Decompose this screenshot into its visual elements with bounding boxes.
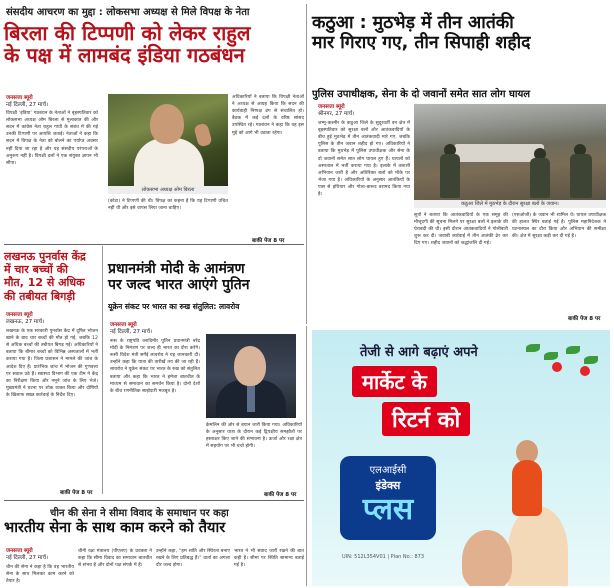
left-middle-column: लखनऊ के एक सरकारी पुनर्वास केंद्र में दूषित भोजन खाने के बाद चार बच्चों की मौत हो गई, जबकि 12 से अधिक बच्चों की तबीयत बिगड़ गई। अधिकारियों ने बताया कि बीमार बच्चों को विभिन्न अस्पतालों में भर्ती कराया गया है। जिला प्रशासन ने मामले की जांच के आदेश दिए हैं। प्रारंभिक जांच में भोजन की गुणवत्ता पर सवाल उठे हैं। स्वास्थ्य विभाग की एक टीम ने केंद्र का निरीक्षण किया और नमूने जांच के लिए भेजे। मुख्यमंत्री ने घटना पर शोक व्यक्त किया और दोषियों के खिलाफ सख्त कार्रवाई के निर्देश दिए।: [6, 329, 98, 398]
birla-photo-caption: लोकसभा अध्यक्ष ओम बिरला: [108, 186, 228, 194]
birla-photo: [108, 94, 228, 186]
right-top-column-3: (एसओजी) के जवान भी शामिल थे। घायल उपाधीक्षक की हालत स्थिर बताई गई है। पुलिस महानिदेशक ने घटनास्थल का दौरा किया और अभियान की समीक्षा की। क्षेत्र में सुरक्षा कड़ी कर दी गई है।: [512, 213, 606, 240]
left-middle-byline: बाकी पेज 8 पर: [60, 490, 93, 496]
bottom-left-column-4: भारत ने भी संवाद जारी रखने की बात कही है। सीमा पर स्थिति सामान्य बताई गई है।: [234, 549, 304, 569]
center-middle-column-1: रूस के राष्ट्रपति व्लादिमीर पुतिन प्रधानमंत्री नरेंद्र मोदी के निमंत्रण पर जल्द ही भारत का दौरा करेंगे। रूसी विदेश मंत्री सर्गेई लावरोव ने यह जानकारी दी। उन्होंने कहा कि यात्रा की तारीखें तय की जा रही हैं। लावरोव ने यूक्रेन संकट पर भारत के रुख को संतुलित बताया और कहा कि भारत ने हमेशा बातचीत के माध्यम से समाधान का समर्थन किया है। दोनों देशों के बीच रणनीतिक साझेदारी मजबूत है।: [110, 339, 200, 394]
left-top-byline: बाकी पेज 8 पर: [252, 238, 285, 244]
center-middle-subhead: यूक्रेन संकट पर भारत का रुख संतुलित: लावरोव: [108, 302, 240, 311]
left-middle-headline-line-4: की तबीयत बिगड़ी: [4, 289, 76, 303]
apple-branch-graphic: [522, 340, 602, 380]
right-top-column-1: जम्मू-कश्मीर के कठुआ जिले के सुदूरवर्ती वन क्षेत्र में बृहस्पतिवार को सुरक्षा बलों और आतंकवादियों के बीच हुई मुठभेड़ में तीन आतंकवादी मारे गए, जबकि पुलिस के तीन जवान शहीद हो गए। अधिकारियों ने बताया कि मुठभेड़ में पुलिस उपाधीक्षक और सेना के दो जवानों समेत सात लोग घायल हुए हैं। घायलों को अस्पताल में भर्ती कराया गया है। इलाके में तलाशी अभियान जारी है और अतिरिक्त बलों को मौके पर भेजा गया है। अधिकारियों के अनुसार आतंकियों के पास से हथियार और गोला-बारूद बरामद किया गया है।: [318, 121, 410, 198]
ad-woman-figure: [462, 530, 512, 586]
ad-child-figure: [512, 460, 542, 516]
center-middle-headline: [108, 262, 308, 293]
bottom-left-place: नई दिल्ली, 27 मार्च।: [6, 555, 49, 562]
lic-advertisement[interactable]: [312, 330, 610, 586]
center-middle-headline-line-2: पर जल्द भारत आएंगे पुतिन: [108, 276, 250, 293]
left-top-headline: [4, 22, 304, 67]
column-divider-middle: [102, 246, 103, 494]
left-divider-2: [4, 500, 304, 501]
right-top-agency: जनसत्ता ब्यूरो: [318, 104, 345, 110]
bottom-left-column-2: चीनी रक्षा मंत्रालय (पीएलए) के प्रवक्ता ने कहा कि सीमा विवाद का समाधान बातचीत से संभव है और दोनों पक्ष संपर्क में हैं।: [78, 549, 152, 569]
center-middle-dateline: [110, 322, 200, 337]
bottom-left-column-1: चीन की सेना ने कहा है कि वह भारतीय सेना के साथ मिलकर काम करने को तैयार है।: [6, 565, 74, 585]
left-middle-dateline: [6, 312, 98, 327]
left-top-kicker: संसदीय आचरण का मुद्दा : लोकसभा अध्यक्ष से मिले विपक्ष के नेता: [6, 7, 250, 18]
ad-man-figure: [508, 506, 568, 586]
left-top-headline-line-2: के पक्ष में लामबंद इंडिया गठबंधन: [4, 43, 245, 68]
left-middle-headline-line-3: मौत, 12 से अधिक: [4, 276, 85, 290]
putin-photo: [206, 334, 296, 418]
left-top-headline-line-1: बिरला की टिप्पणी को लेकर राहुल: [4, 21, 251, 45]
logo-line-3: प्लस: [362, 492, 414, 527]
kathua-photo: [414, 104, 606, 200]
ad-main-line-2: रिटर्न को: [382, 402, 470, 436]
left-middle-headline-line-1: लखनऊ पुनर्वास केंद्र: [4, 250, 86, 263]
bottom-left-agency: जनसत्ता ब्यूरो: [6, 548, 33, 554]
right-top-byline: बाकी पेज 8 पर: [568, 316, 601, 322]
left-top-column-3: (कोटा) ने टिप्पणी की थी। विपक्ष का कहना है कि यह टिप्पणी उचित नहीं थी और इसे वापस लिया जाना चाहिए।: [108, 199, 228, 212]
right-top-column-2: सूत्रों ने बताया कि आतंकवादियों के एक समूह की मौजूदगी की सूचना मिलने पर सुरक्षा बलों ने इलाके की घेराबंदी की थी। इसी दौरान आतंकवादियों ने गोलीबारी शुरू कर दी। जवाबी कार्रवाई में तीन आतंकी ढेर कर दिए गए। शहीद जवानों को श्रद्धांजलि दी गई।: [414, 213, 508, 247]
right-top-headline-line-1: कठुआ : मुठभेड़ में तीन आतंकी: [312, 13, 514, 33]
lic-index-plus-logo: [340, 456, 436, 540]
left-top-column-1: विपक्षी ‘इंडिया’ गठबंधन के नेताओं ने बृहस्पतिवार को लोकसभा अध्यक्ष ओम बिरला से मुलाकात की और सदन में कांग्रेस नेता राहुल गांधी के संबंध में की गई उनकी टिप्पणी पर आपत्ति जताई। नेताओं ने कहा कि सदन में विपक्ष के नेता को बोलने का पर्याप्त अवसर नहीं दिया जा रहा है और यह संसदीय परंपराओं के अनुरूप नहीं है। विपक्षी दलों ने एक संयुक्त ज्ञापन भी सौंपा।: [6, 111, 98, 166]
ad-tagline: तेजी से आगे बढ़ाएं अपने: [360, 345, 478, 360]
ad-uin: UIN: 512L354V01 | Plan No.: 873: [342, 554, 425, 560]
left-top-agency: जनसत्ता ब्यूरो: [6, 95, 33, 101]
right-top-subhead: पुलिस उपाधीक्षक, सेना के दो जवानों समेत सात लोग घायल: [312, 89, 531, 100]
center-middle-byline: बाकी पेज 8 पर: [264, 492, 297, 498]
logo-line-2: इंडेक्स: [375, 479, 401, 492]
column-divider-bottom: [306, 326, 307, 586]
left-middle-place: लखनऊ, 27 मार्च।: [6, 319, 45, 326]
center-middle-place: नई दिल्ली, 27 मार्च।: [110, 329, 153, 336]
left-middle-agency: जनसत्ता ब्यूरो: [6, 312, 33, 318]
left-top-place: नई दिल्ली, 27 मार्च।: [6, 102, 49, 109]
center-middle-agency: जनसत्ता ब्यूरो: [110, 322, 137, 328]
right-top-headline-line-2: मार गिराए गए, तीन सिपाही शहीद: [312, 32, 531, 53]
right-top-dateline: [318, 104, 398, 119]
right-top-headline: [312, 14, 610, 53]
right-top-place: श्रीनगर, 27 मार्च।: [318, 111, 355, 118]
bottom-left-dateline: [6, 548, 74, 563]
ad-main-line-1: मार्केट के: [352, 366, 437, 397]
logo-line-1: एलआईसी: [369, 465, 407, 476]
center-middle-column-2: क्रेमलिन की ओर से बयान जारी किया गया। अधिकारियों के अनुसार यात्रा के दौरान कई द्विपक्षीय समझौतों पर हस्ताक्षर किए जाने की संभावना है। ऊर्जा और रक्षा क्षेत्र में सहयोग पर भी चर्चा होगी।: [206, 423, 302, 450]
left-divider-1: [4, 244, 304, 245]
left-middle-headline-line-2: में चार बच्चों की: [4, 263, 68, 277]
left-top-column-2: अधिकारियों ने बताया कि विपक्षी नेताओं ने अध्यक्ष से आग्रह किया कि सदन की कार्यवाही निष्पक्ष ढंग से संचालित हो। बैठक में कई दलों के वरिष्ठ सांसद उपस्थित रहे। गठबंधन ने कहा कि वह इस मुद्दे को आगे भी उठाता रहेगा।: [232, 95, 304, 136]
left-middle-headline: [4, 250, 104, 303]
kathua-photo-caption: कठुआ जिले में मुठभेड़ के दौरान सुरक्षा बलों के जवान।: [414, 200, 606, 208]
left-top-dateline: [6, 95, 98, 110]
bottom-left-kicker: चीन की सेना ने सीमा विवाद के समाधान पर कहा: [50, 508, 229, 519]
bottom-left-headline: भारतीय सेना के साथ काम करने को तैयार: [4, 520, 226, 536]
bottom-left-column-3: उन्होंने कहा, “हम शांति और स्थिरता बनाए रखने के लिए प्रतिबद्ध हैं।” वार्ता का अगला दौर जल्द होगा।: [156, 549, 230, 569]
center-middle-headline-line-1: प्रधानमंत्री मोदी के आमंत्रण: [108, 261, 245, 277]
